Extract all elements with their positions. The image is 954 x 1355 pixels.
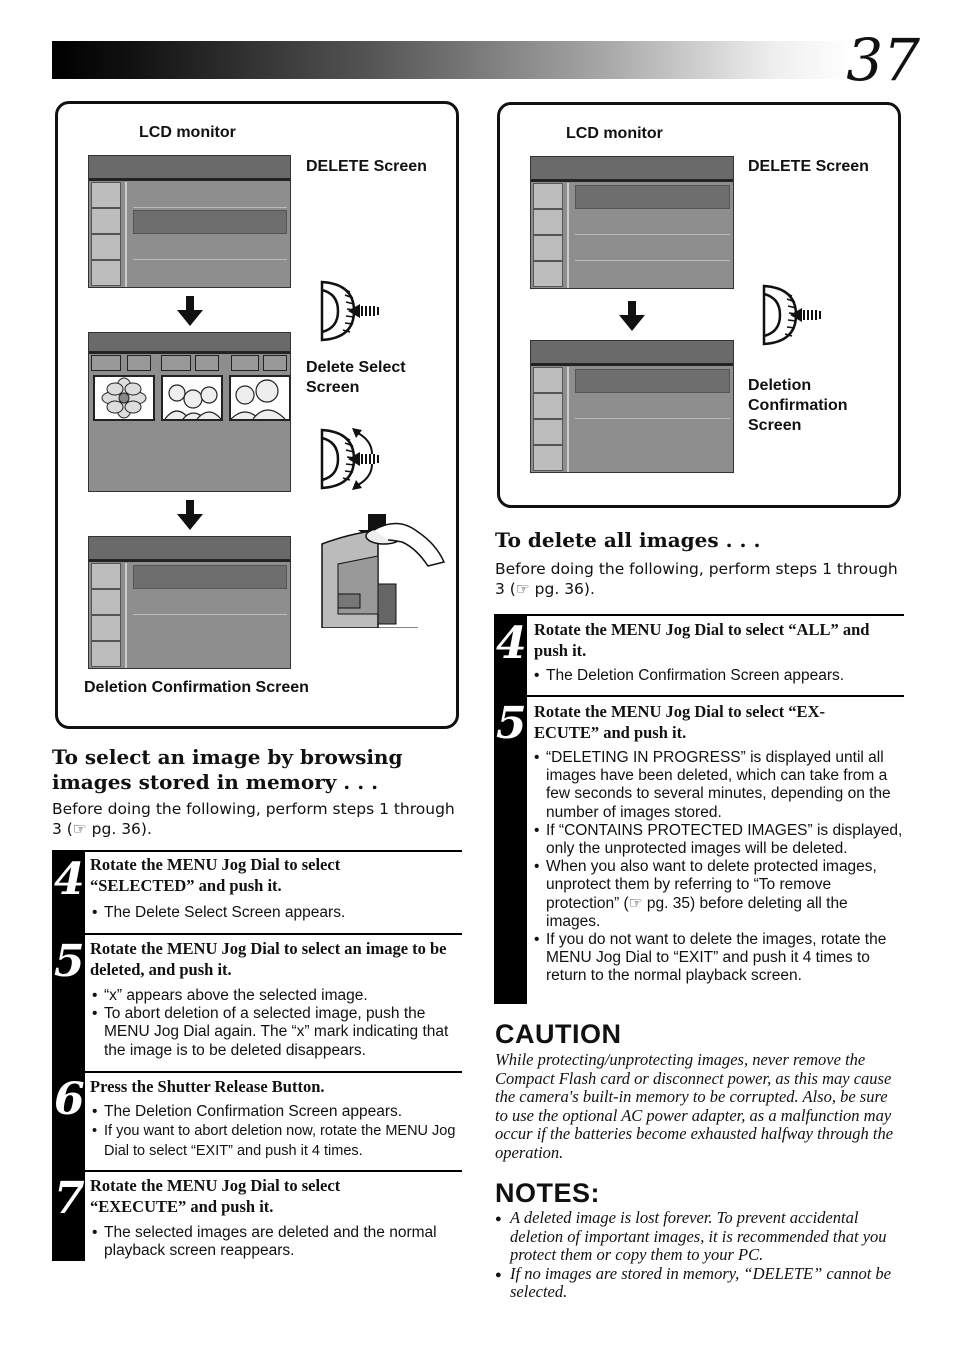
- step-title: Rotate the MENU Jog Dial to select “EXECUTE” and push it.: [90, 1176, 341, 1216]
- step-number: 6: [54, 1074, 85, 1125]
- deletion-confirmation-screen-label: Deletion Confirmation Screen: [748, 377, 848, 434]
- step-number: 4: [54, 854, 85, 905]
- shutter-button-camera-illustration: [318, 504, 448, 628]
- step-number: 5: [496, 698, 527, 749]
- note-item: ● If no images are stored in memory, “DELETE” cannot be selected.: [495, 1265, 905, 1302]
- bullet-item: • If you want to abort deletion now, rotate the MENU Jog Dial to select “EXIT” and push it 4 times.: [92, 1121, 460, 1161]
- step-bullets: [92, 1224, 460, 1260]
- bullet-item: • The Deletion Confirmation Screen appears.: [92, 1103, 460, 1121]
- right-steps: [494, 614, 904, 1004]
- delete-select-screen-image: [88, 332, 291, 492]
- bullet-item: • When you also want to delete protected images, unprotect them by referring to “To remove protection” (☞ pg. 35) before deleting all the images.: [534, 858, 904, 931]
- caution-text: While protecting/unprotecting images, never remove the Compact Flash card or disconnect power, as this may cause the camera's built-in memory to be corrupted. Also, be sure to use the optional AC power adapter, as a malfunction may occur if the batteries become exhausted halfway through the operation.: [495, 1050, 894, 1162]
- jog-dial-push-icon: [758, 284, 828, 346]
- bullet-item: • “x” appears above the selected image.: [92, 987, 460, 1005]
- bullet-item: • The selected images are deleted and the normal playback screen reappears.: [92, 1224, 460, 1260]
- step-bullets: [92, 987, 460, 1060]
- right-section-heading: To delete all images . . .: [495, 528, 761, 552]
- left-section-heading: To select an image by browsing images stored in memory . . .: [52, 745, 403, 794]
- step-bullets: [534, 749, 904, 986]
- delete-screen-image: [530, 156, 734, 289]
- delete-screen-label: DELETE Screen: [748, 158, 869, 175]
- step-number: 5: [54, 936, 85, 987]
- note-item: ● A deleted image is lost forever. To prevent accidental deletion of important images, it is recommended that you protect them or copy them to your PC.: [495, 1209, 905, 1265]
- step-title: Press the Shutter Release Button.: [90, 1077, 325, 1096]
- notes-list: [495, 1209, 905, 1302]
- page-number: 37: [846, 26, 920, 94]
- lcd-monitor-label: LCD monitor: [139, 124, 236, 141]
- step-title: Rotate the MENU Jog Dial to select “EX-ECUTE” and push it.: [534, 702, 825, 742]
- step-number: 7: [54, 1173, 85, 1224]
- down-arrow-icon: [617, 301, 647, 333]
- jog-dial-rotate-icon: [316, 426, 386, 492]
- deletion-confirmation-screen-label: Deletion Confirmation Screen: [84, 679, 309, 696]
- deletion-confirmation-screen-image: [88, 536, 291, 669]
- flower-thumbnail: [93, 375, 155, 421]
- notes-heading: NOTES:: [495, 1178, 601, 1208]
- bullet-item: • The Delete Select Screen appears.: [92, 904, 460, 922]
- caution-heading: CAUTION: [495, 1019, 622, 1049]
- step-title: Rotate the MENU Jog Dial to select “ALL” and push it.: [534, 620, 870, 660]
- delete-select-screen-label: Delete Select Screen: [306, 359, 406, 396]
- step-title: Rotate the MENU Jog Dial to select “SELECTED” and push it.: [90, 855, 341, 895]
- left-section-intro: Before doing the following, perform steps 1 through 3 (☞ pg. 36).: [52, 800, 455, 838]
- down-arrow-icon: [175, 296, 205, 328]
- step-number: 4: [496, 618, 527, 669]
- deletion-confirmation-screen-image: [530, 340, 734, 473]
- step-bullets: [534, 667, 902, 685]
- step-bullets: [92, 1103, 460, 1161]
- bullet-item: • The Deletion Confirmation Screen appears.: [534, 667, 902, 685]
- bullet-item: • If “CONTAINS PROTECTED IMAGES” is displayed, only the unprotected images will be deleted.: [534, 822, 904, 858]
- header-gradient-bar: [52, 41, 852, 79]
- down-arrow-icon: [175, 500, 205, 532]
- bullet-item: • If you do not want to delete the images, rotate the MENU Jog Dial to “EXIT” and push it 4 times to return to the normal playback screen.: [534, 931, 904, 986]
- step-bullets: [92, 904, 460, 922]
- delete-screen-image: [88, 155, 291, 288]
- jog-dial-push-icon: [316, 280, 386, 342]
- family-thumbnail: [229, 375, 291, 421]
- right-section-intro: Before doing the following, perform steps 1 through 3 (☞ pg. 36).: [495, 560, 898, 598]
- bullet-item: • “DELETING IN PROGRESS” is displayed until all images have been deleted, which can take from a few seconds to several minutes, depending on the number of images stored.: [534, 749, 904, 822]
- step-title: Rotate the MENU Jog Dial to select an image to be deleted, and push it.: [90, 939, 447, 979]
- bullet-item: • To abort deletion of a selected image, push the MENU Jog Dial again. The “x” mark indicating that the image is to be deleted disappears.: [92, 1005, 460, 1060]
- lcd-monitor-label: LCD monitor: [566, 125, 663, 142]
- people-thumbnail: [161, 375, 223, 421]
- left-steps: [52, 850, 462, 1261]
- delete-screen-label: DELETE Screen: [306, 158, 427, 175]
